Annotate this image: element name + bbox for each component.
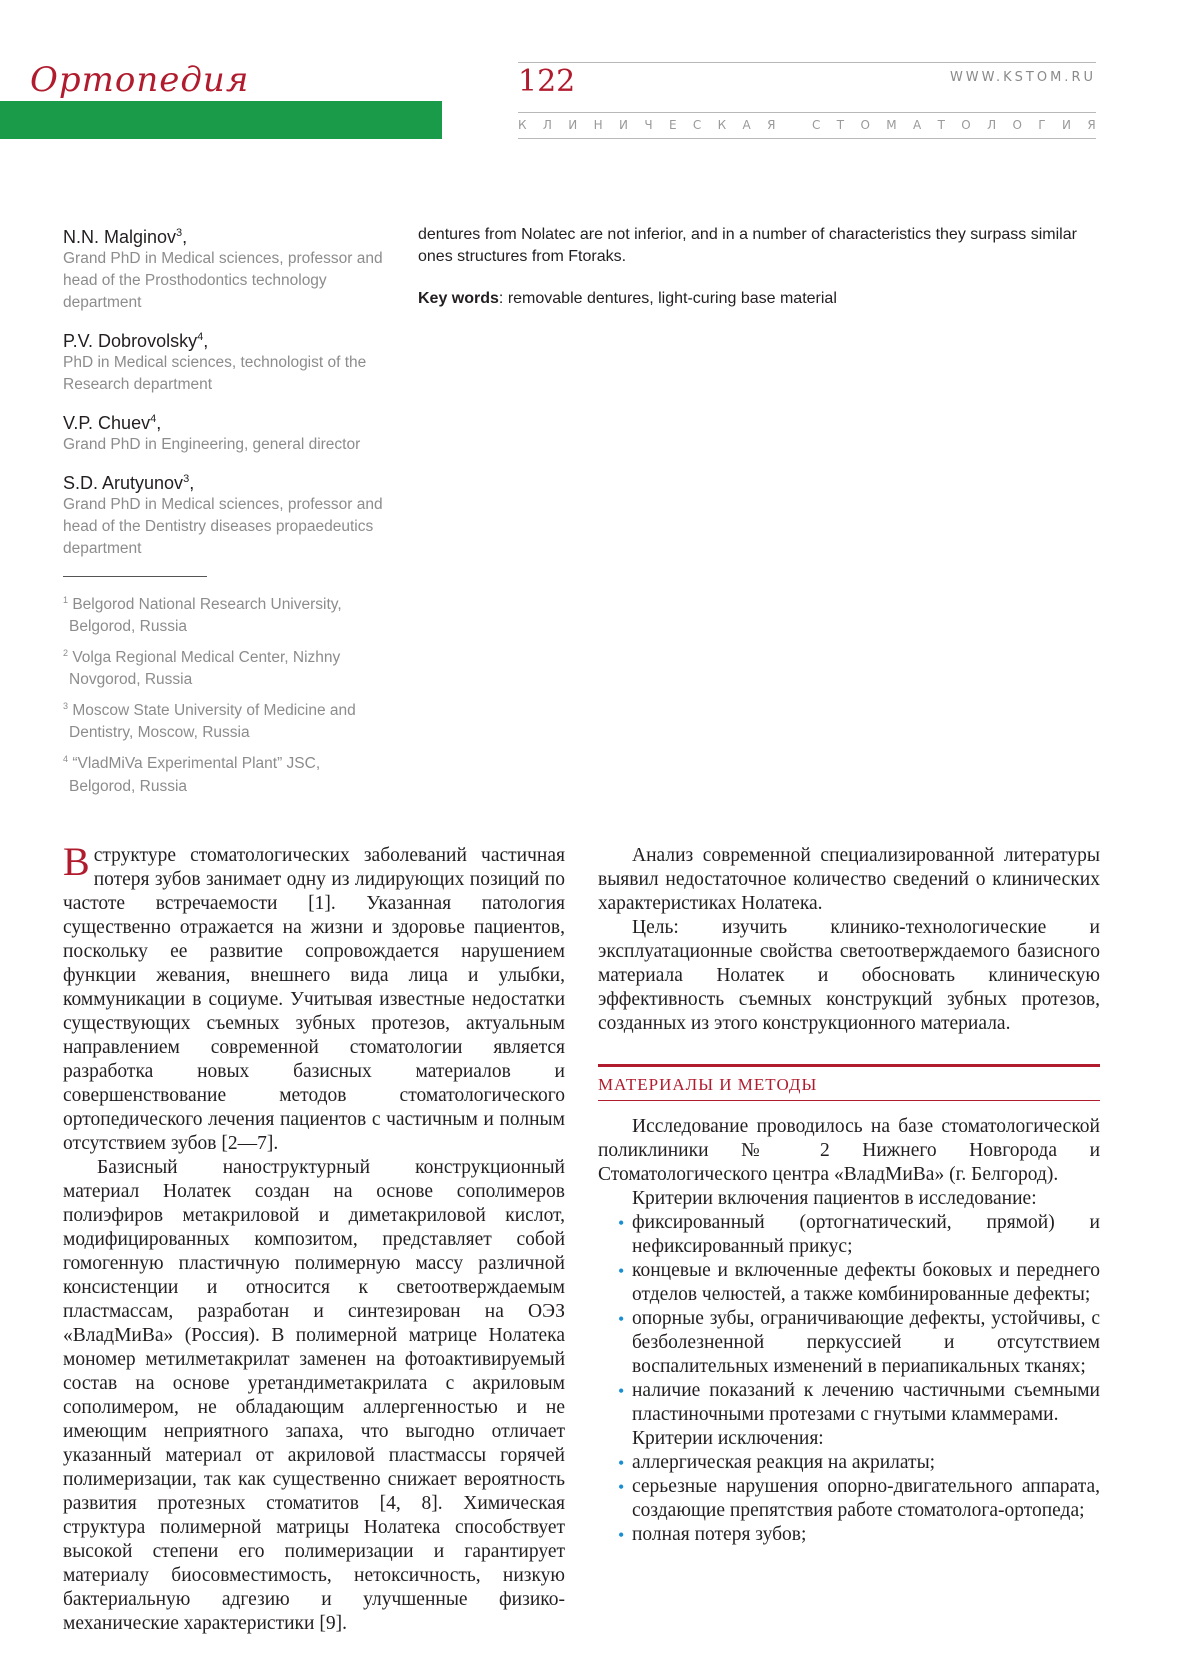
author-sup: 3	[176, 227, 183, 239]
journal-letter: Я	[767, 118, 776, 132]
journal-letter: Г	[1038, 118, 1046, 132]
abstract	[418, 224, 1098, 310]
journal-letter: Л	[542, 118, 552, 132]
author: S.D. Arutyunov$^3$, Grand PhD in Medical sciences, professor and head of the Dentistry diseases propaedeutics department	[63, 468, 383, 560]
list-item: • опорные зубы, ограничивающие дефекты, устойчивы, с безболезненной перкуссией и отсутствием воспалительных изменений в периапикальных тканях;	[598, 1307, 1100, 1379]
author: N.N. Malginov$^3$, Grand PhD in Medical sciences, professor and head of the Prosthodontics technology department	[63, 222, 383, 314]
right-column	[598, 844, 1100, 1547]
keywords-text: : removable dentures, light-curing base material	[498, 290, 837, 307]
author-name: S.D. Arutyunov	[63, 473, 184, 493]
paragraph: Анализ современной специализированной литературы выявил недостаточное количество сведений о клинических характеристиках Нолатека.	[598, 845, 1100, 914]
journal-letter	[792, 118, 796, 132]
journal-letter: Я	[1087, 118, 1096, 132]
author-affiliation: Grand PhD in Medical sciences, professor and head of the Dentistry diseases propaedeutics department	[63, 496, 383, 557]
list-item: • наличие показаний к лечению частичными съемными пластиночными протезами с гнутыми кламмерами.	[598, 1379, 1100, 1427]
abstract-text: dentures from Nolatec are not inferior, and in a number of characteristics they surpass similar ones structures from Ftoraks.	[418, 226, 1077, 265]
author-sup: 4	[197, 331, 204, 343]
author-name: N.N. Malginov	[63, 227, 177, 247]
journal-letter: Т	[937, 118, 945, 132]
section-tag: Ортопедия	[30, 60, 250, 100]
header-rule-top	[518, 62, 1096, 63]
affiliation	[63, 589, 383, 638]
drop-cap: В	[63, 839, 90, 884]
affiliation	[63, 642, 383, 691]
journal-letter: Л	[987, 118, 997, 132]
journal-letter: О	[961, 118, 971, 132]
affiliation-num: 3	[63, 701, 69, 712]
header-rule-mid	[518, 112, 1096, 113]
exclusion-label: Критерии исключения:	[632, 1428, 824, 1449]
list-item: • аллергическая реакция на акрилаты;	[598, 1451, 1100, 1475]
inclusion-label: Критерии включения пациентов в исследование:	[632, 1188, 1037, 1209]
page-number: 122	[518, 64, 576, 99]
exclusion-list	[598, 1451, 1100, 1547]
journal-letter: А	[742, 118, 751, 132]
affiliation-num: 2	[63, 648, 69, 659]
header-rule-bottom	[518, 138, 1096, 139]
journal-letter: Н	[593, 118, 603, 132]
journal-letter: Ч	[644, 118, 653, 132]
author-affiliation: Grand PhD in Engineering, general director	[63, 436, 361, 453]
journal-letter: К	[518, 118, 527, 132]
journal-letter: Е	[668, 118, 677, 132]
website-link[interactable]: WWW.KSTOM.RU	[949, 70, 1096, 85]
keywords	[418, 288, 1098, 310]
journal-letter: С	[692, 118, 702, 132]
list-item: • концевые и включенные дефекты боковых и переднего отделов челюстей, а также комбинированные дефекты;	[598, 1259, 1100, 1307]
journal-letter: А	[913, 118, 922, 132]
paragraph	[63, 839, 565, 1156]
paragraph: Базисный наноструктурный конструкционный материал Нолатек создан на основе сополимеров полиэфиров метакриловой и диметакриловой кислот, модифицированных композитом, представляет собой гомогенную пластичную полимерную массу различной консистенции и относится к светоотверждаемым пластмассам, разработан и синтезирован на ОЭЗ «ВладМиВа» (Россия). В полимерной матрице Нолатека мономер метилметакрилат заменен на фотоактивируемый состав на основе уретандиметакрилата с акриловым сополимером, не обладающим аллергенностью и не имеющим неприятного запаха, что выгодно отличает указанный материал от акриловой пластмассы горячей полимеризации, так как существенно снижает вероятность развития протезных стоматитов [4, 8]. Химическая структура полимерной матрицы Нолатека способствует высокой степени его полимеризации и гарантирует материалу биосовместимость, нетоксичность, низкую бактериальную адгезию и улучшенные физико-механические характеристики [9].	[63, 1157, 565, 1634]
journal-letter: И	[619, 118, 628, 132]
journal-letter: О	[860, 118, 870, 132]
author-name: P.V. Dobrovolsky	[63, 331, 198, 351]
section-heading: МАТЕРИАЛЫ И МЕТОДЫ	[598, 1064, 1100, 1101]
author: V.P. Chuev$^4$, Grand PhD in Engineering, general director	[63, 408, 383, 456]
keywords-label: Key words	[418, 290, 499, 307]
left-column	[63, 839, 565, 1636]
author-sup: 3	[183, 473, 190, 485]
journal-letter: И	[568, 118, 578, 132]
affiliation-text: Belgorod National Research University, Belgorod, Russia	[69, 596, 342, 636]
affiliation-text: Moscow State University of Medicine and Dentistry, Moscow, Russia	[69, 702, 356, 742]
list-item: • фиксированный (ортогнатический, прямой) и нефиксированный прикус;	[598, 1211, 1100, 1259]
journal-title	[518, 118, 1096, 132]
journal-letter: И	[1061, 118, 1071, 132]
journal-letter: Т	[836, 118, 845, 132]
author-name: V.P. Chuev	[63, 413, 151, 433]
author-affiliation: PhD in Medical sciences, technologist of the Research department	[63, 354, 367, 393]
affiliation	[63, 695, 383, 744]
author: P.V. Dobrovolsky$^4$, PhD in Medical sciences, technologist of the Research department	[63, 326, 383, 396]
authors-block	[63, 222, 383, 802]
affiliation-text: Volga Regional Medical Center, Nizhny Novgorod, Russia	[69, 649, 341, 689]
affiliation-num: 1	[63, 595, 69, 605]
journal-letter: К	[717, 118, 727, 132]
inclusion-list	[598, 1211, 1100, 1427]
journal-letter: О	[1012, 118, 1022, 132]
affiliation	[63, 748, 383, 797]
journal-letter: М	[886, 118, 897, 132]
section-band	[0, 101, 442, 139]
affiliation-num: 4	[63, 754, 69, 765]
author-sup: 4	[150, 413, 157, 425]
paragraph: Цель: изучить клинико-технологические и эксплуатационные свойства светоотверждаемого базисного материала Нолатек и обосновать клиническую эффективность съемных конструкций зубных протезов, созданных из этого конструкционного материала.	[598, 917, 1100, 1034]
journal-letter: С	[812, 118, 821, 132]
affiliations-divider	[63, 576, 207, 577]
list-item: • полная потеря зубов;	[598, 1523, 1100, 1547]
author-affiliation: Grand PhD in Medical sciences, professor and head of the Prosthodontics technology department	[63, 250, 383, 311]
affiliation-text: “VladMiVa Experimental Plant” JSC, Belgorod, Russia	[69, 755, 321, 795]
paragraph: Исследование проводилось на базе стоматологической поликлиники № 2 Нижнего Новгорода и Стоматологического центра «ВладМиВа» (г. Белгород).	[598, 1116, 1100, 1185]
list-item: • серьезные нарушения опорно-двигательного аппарата, создающие препятствия работе стоматолога-ортопеда;	[598, 1475, 1100, 1523]
paragraph-text: структуре стоматологических заболеваний частичная потеря зубов занимает одну из лидирующих позиций по частоте встречаемости [1]. Указанная патология существенно отражается на жизни и здоровье пациентов, поскольку ее развитие сопровождается нарушением функции жевания, внешнего вида лица и улыбки, коммуникации в социуме. Учитывая известные недостатки существующих съемных зубных протезов, актуальным направлением современной стоматологии является разработка новых базисных материалов и совершенствование методов стоматологического ортопедического лечения пациентов с частичным и полным отсутствием зубов [2—7].	[63, 845, 565, 1154]
